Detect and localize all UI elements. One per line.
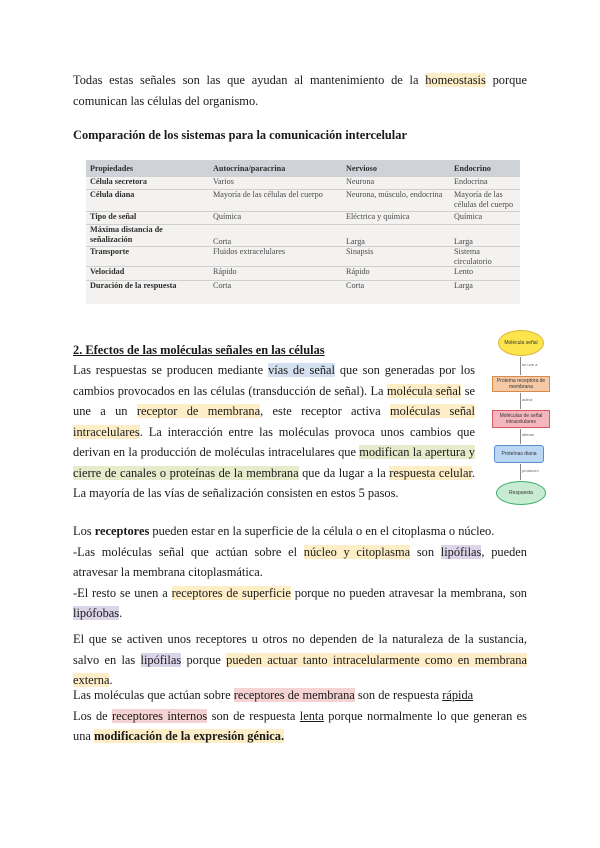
receptors-text: pueden estar en la superficie de la célula o en el citoplasma o núcleo. [149, 524, 495, 538]
effects-text: Las respuestas se producen mediante [73, 363, 269, 377]
effects-text: se une a un [73, 383, 476, 418]
table-cell: Neurona [342, 177, 450, 190]
table-cell: Tipo de señal [86, 212, 209, 225]
highlight-lipofobas: lipófobas [73, 606, 120, 620]
highlight-modificacion-expresion: modificación de la expresión génica. [94, 729, 285, 743]
diagram-arrow [520, 429, 521, 444]
diagram-node-target-proteins: Proteínas diana [494, 445, 544, 463]
highlight-vias-de-senal: vías de señal [268, 363, 335, 377]
table-cell: Célula diana [86, 190, 209, 212]
receptors-text: , pueden atravesar la membrana citoplasmática. [73, 544, 527, 579]
speed-line-2 [73, 706, 527, 747]
table-cell: Mayoría de las células del cuerpo [209, 190, 342, 212]
table-cell: Velocidad [86, 267, 209, 281]
table-header: Nervioso [342, 160, 450, 177]
table-cell: Neurona, músculo, endocrina [342, 190, 450, 212]
highlight-receptores-internos: receptores internos [112, 708, 208, 723]
table-cell: Sinapsis [342, 247, 450, 267]
table-cell: Transporte [86, 247, 209, 267]
receptores-bold: receptores [94, 524, 150, 538]
section-heading-effects: 2. Efectos de las moléculas señales en las células [73, 343, 325, 357]
section-title-comparison: Comparación de los sistemas para la comunicación intercelular [73, 128, 407, 142]
highlight-receptores-membrana: receptores de membrana [233, 688, 355, 702]
table-row [86, 247, 520, 267]
diagram-arrow-label: alteran [522, 432, 535, 437]
receptors-paragraph [73, 521, 527, 624]
table-row [86, 212, 520, 225]
diagram-arrow-label: producen [522, 468, 539, 473]
highlight-nucleo-citoplasma: núcleo y citoplasma [303, 544, 411, 559]
table-cell: Duración de la respuesta [86, 281, 209, 295]
highlight-modifican-apertura: modifican la apertura y cierre de canales o proteínas de la membrana [73, 445, 475, 480]
diagram-arrow [520, 393, 521, 409]
effects-paragraph [73, 360, 475, 504]
speed-line-1 [73, 685, 527, 706]
diagram-arrow-label: activa [522, 397, 533, 402]
table-cell: Fluidos extracelulares [209, 247, 342, 267]
table-cell: Larga [342, 225, 450, 247]
table-cell: Corta [342, 281, 450, 295]
speed-text: porque normalmente lo que generan es una [73, 708, 527, 743]
table-row [86, 190, 520, 212]
table-cell: Química [450, 212, 520, 225]
highlight-moleculas-senal-intracelulares: moléculas señal intracelulares [73, 404, 476, 439]
receptors-line-1 [73, 521, 527, 542]
highlight-receptor-de-membrana: receptor de membrana [136, 404, 261, 418]
diagram-node-receptor: Proteína receptora de membrana [492, 376, 550, 392]
effects-text: . La mayoría de las vías de señalización consisten en estos 5 pasos. [73, 465, 475, 500]
activation-text: El que se activen unos receptores u otros no dependen de la naturaleza de la sustancia, salvo en las [73, 632, 527, 667]
receptors-text: Los [73, 524, 95, 538]
table-cell: Química [209, 212, 342, 225]
table-cell: Lento [450, 267, 520, 281]
effects-text: , este receptor activa [260, 404, 390, 418]
activation-paragraph [73, 629, 527, 691]
table-cell: Rápido [209, 267, 342, 281]
underline-rapida: rápida [442, 688, 474, 702]
table-cell: Eléctrica y química [342, 212, 450, 225]
effects-text: que son generadas por los cambios provocados en las células (transducción de señal). La [73, 363, 476, 398]
table-cell: Larga [450, 281, 520, 295]
table-cell: Mayoría de las células del cuerpo [450, 190, 520, 212]
speed-text: son de respuesta [354, 688, 443, 702]
receptors-text: . [119, 606, 123, 620]
table-cell: Corta [209, 225, 342, 247]
table-row [86, 225, 520, 247]
table-cell: Varios [209, 177, 342, 190]
table-header: Autocrina/paracrina [209, 160, 342, 177]
diagram-arrow-label: se une a [522, 362, 538, 367]
receptors-line-2 [73, 542, 527, 583]
diagram-arrow [520, 464, 521, 480]
speed-text: son de respuesta [207, 708, 300, 723]
diagram-node-response: Respuesta [496, 481, 546, 505]
speed-paragraph [73, 685, 527, 747]
receptors-text: son [410, 544, 441, 559]
highlight-lipofilas: lipófilas [440, 544, 482, 559]
highlight-homeostasis: homeostasis [425, 73, 486, 87]
intro-text-1: Todas estas señales son las que ayudan al mantenimiento de la [73, 73, 426, 87]
highlight-receptores-superficie: receptores de superficie [171, 585, 291, 600]
signal-pathway-diagram [490, 330, 560, 510]
receptors-text: -Las moléculas señal que actúan sobre el [73, 544, 304, 559]
table-cell: Larga [450, 225, 520, 247]
activation-text: porque [181, 652, 227, 667]
diagram-node-signal-molecule: Molécula señal [498, 330, 544, 356]
speed-text: Los de [73, 708, 113, 723]
table-cell: Corta [209, 281, 342, 295]
comparison-table-image [86, 160, 520, 304]
underline-lenta: lenta [299, 708, 324, 723]
highlight-pueden-actuar: pueden actuar tanto intracelularmente como en membrana externa [73, 652, 527, 687]
highlight-lipofilas-2: lipófilas [140, 652, 182, 667]
table-row [86, 177, 520, 190]
activation-text: . [109, 673, 113, 687]
table-row [86, 281, 520, 295]
intro-paragraph [73, 70, 527, 111]
diagram-node-intracellular: Moléculas de señal intracelulares [492, 410, 550, 428]
table-cell: Endocrina [450, 177, 520, 190]
table-header: Propiedades [86, 160, 209, 177]
comparison-table [86, 160, 520, 294]
table-cell: Rápido [342, 267, 450, 281]
highlight-respuesta-celular: respuesta celular [389, 465, 472, 480]
table-row [86, 267, 520, 281]
effects-text: . La interacción entre las moléculas provoca unos cambios que derivan en la producción de moléculas intracelulares que [73, 424, 475, 459]
receptors-text: -El resto se unen a [73, 585, 172, 600]
effects-text: que da lugar a la [298, 465, 390, 480]
diagram-arrow [520, 357, 521, 375]
highlight-molecula-senal: molécula señal [386, 383, 462, 398]
table-header: Endocrino [450, 160, 520, 177]
table-cell: Sistema circulatorio [450, 247, 520, 267]
receptors-text: porque no pueden atravesar la membrana, son [290, 585, 527, 600]
intro-text-2: porque comunican las células del organismo. [73, 73, 527, 108]
receptors-line-3 [73, 583, 527, 624]
table-cell: Máxima distancia de señalización [86, 225, 209, 247]
speed-text: Las moléculas que actúan sobre [73, 688, 234, 702]
table-cell: Célula secretora [86, 177, 209, 190]
